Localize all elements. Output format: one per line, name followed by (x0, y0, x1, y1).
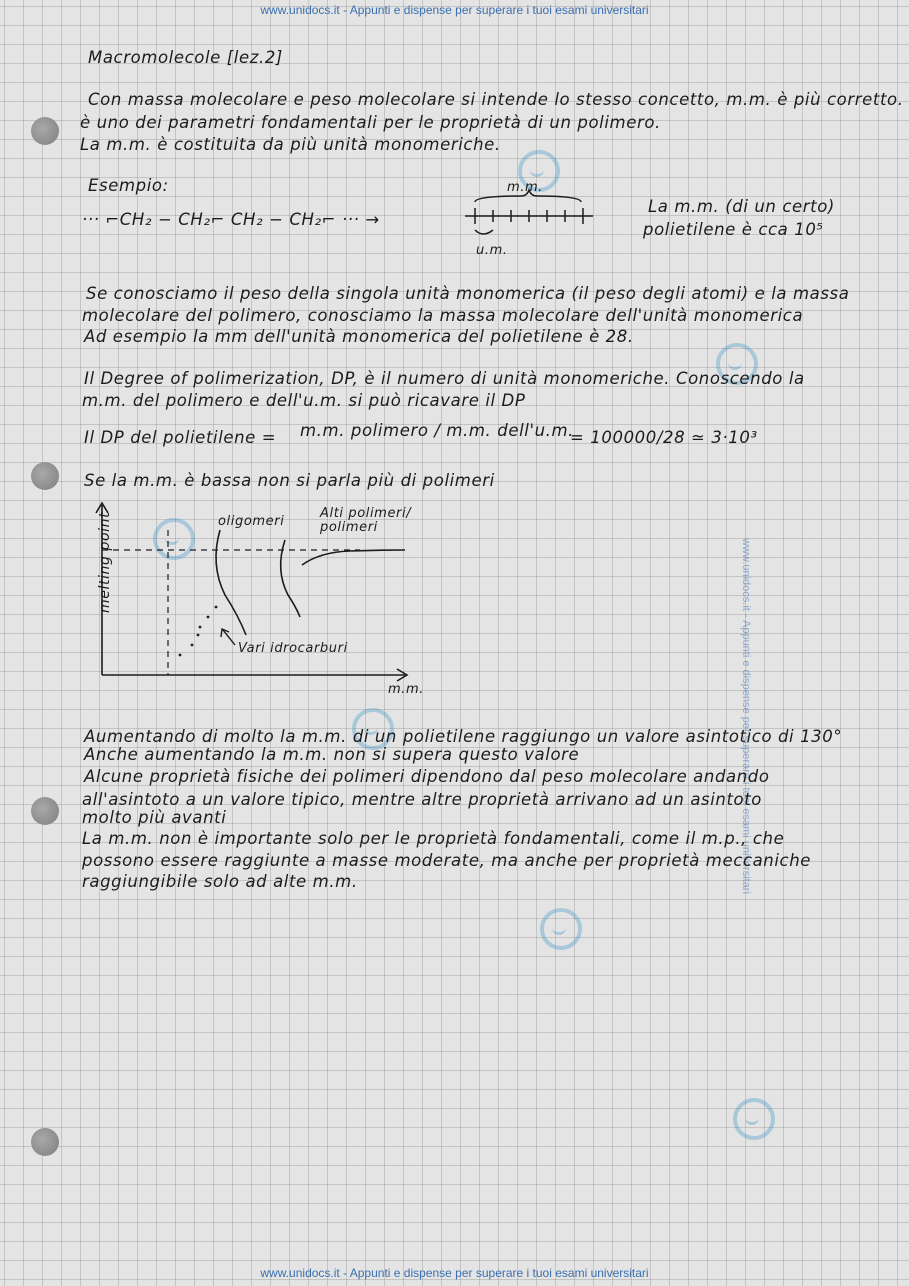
paragraph-line: m.m. del polimero e dell'u.m. si può ricavare il DP (82, 391, 526, 410)
watermark-logo-icon (540, 908, 582, 950)
dp-formula-fraction: m.m. polimero / m.m. dell'u.m. (300, 421, 574, 440)
paragraph-line: Anche aumentando la m.m. non si supera questo valore (84, 745, 580, 764)
intro-line: Con massa molecolare e peso molecolare si intende lo stesso concetto, m.m. è più corretto. (88, 90, 904, 109)
paragraph-line: Aumentando di molto la m.m. di un polietilene raggiungo un valore asintotico di 130° (84, 727, 843, 746)
paragraph-line: Alcune proprietà fisiche dei polimeri dipendono dal peso molecolare andando (84, 767, 770, 786)
paragraph-line: Se la m.m. è bassa non si parla più di polimeri (84, 471, 495, 490)
chart-label-high: polimeri (320, 520, 378, 535)
chart-label-oligomers: oligomeri (218, 514, 285, 529)
paragraph-line: Se conosciamo il peso della singola unità monomerica (il peso degli atomi) e la massa (86, 284, 850, 303)
paragraph-line: molto più avanti (82, 808, 227, 827)
paragraph-line: La m.m. non è importante solo per le proprietà fondamentali, come il m.p., che (82, 829, 785, 848)
chain-um-label: u.m. (476, 243, 508, 258)
chart-y-label: melting point (97, 511, 113, 613)
intro-line: è uno dei parametri fondamentali per le proprietà di un polimero. (80, 113, 661, 132)
dp-formula-lhs: Il DP del polietilene = (84, 428, 277, 447)
chart-x-label: m.m. (388, 682, 424, 697)
example-formula: ··· ⌐CH₂ − CH₂⌐ CH₂ − CH₂⌐ ··· → (82, 210, 380, 229)
paragraph-line: all'asintoto a un valore tipico, mentre altre proprietà arrivano ad un asintoto (82, 790, 763, 809)
watermark-bottom: www.unidocs.it - Appunti e dispense per superare i tuoi esami universitari (260, 1266, 649, 1280)
paragraph-line: Ad esempio la mm dell'unità monomerica del polietilene è 28. (84, 327, 634, 346)
paragraph-line: molecolare del polimero, conosciamo la massa molecolare dell'unità monomerica (82, 306, 804, 325)
chart-label-hydrocarbons: Vari idrocarburi (238, 641, 348, 656)
binder-hole (31, 117, 59, 145)
example-label: Esempio: (88, 176, 169, 195)
paragraph-line: Il Degree of polimerization, DP, è il numero di unità monomeriche. Conoscendo la (84, 369, 805, 388)
dp-formula-rhs: = 100000/28 ≃ 3·10³ (570, 428, 758, 447)
watermark-right: www.unidocs.it - Appunti e dispense per superare i tuoi esami universitari (739, 538, 752, 894)
binder-hole (31, 462, 59, 490)
watermark-top: www.unidocs.it - Appunti e dispense per superare i tuoi esami universitari (260, 3, 649, 17)
chart-label-high: Alti polimeri/ (320, 506, 412, 521)
binder-hole (31, 1128, 59, 1156)
intro-line: La m.m. è costituita da più unità monomeriche. (80, 135, 501, 154)
example-note: La m.m. (di un certo) (648, 197, 835, 216)
paragraph-line: possono essere raggiunte a masse moderate, ma anche per proprietà meccaniche (82, 851, 812, 870)
watermark-logo-icon (733, 1098, 775, 1140)
page-title: Macromolecole [lez.2] (88, 48, 283, 67)
binder-hole (31, 797, 59, 825)
chain-mm-label: m.m. (507, 180, 543, 195)
paragraph-line: raggiungibile solo ad alte m.m. (82, 872, 358, 891)
example-note: polietilene è cca 10⁵ (643, 220, 824, 239)
